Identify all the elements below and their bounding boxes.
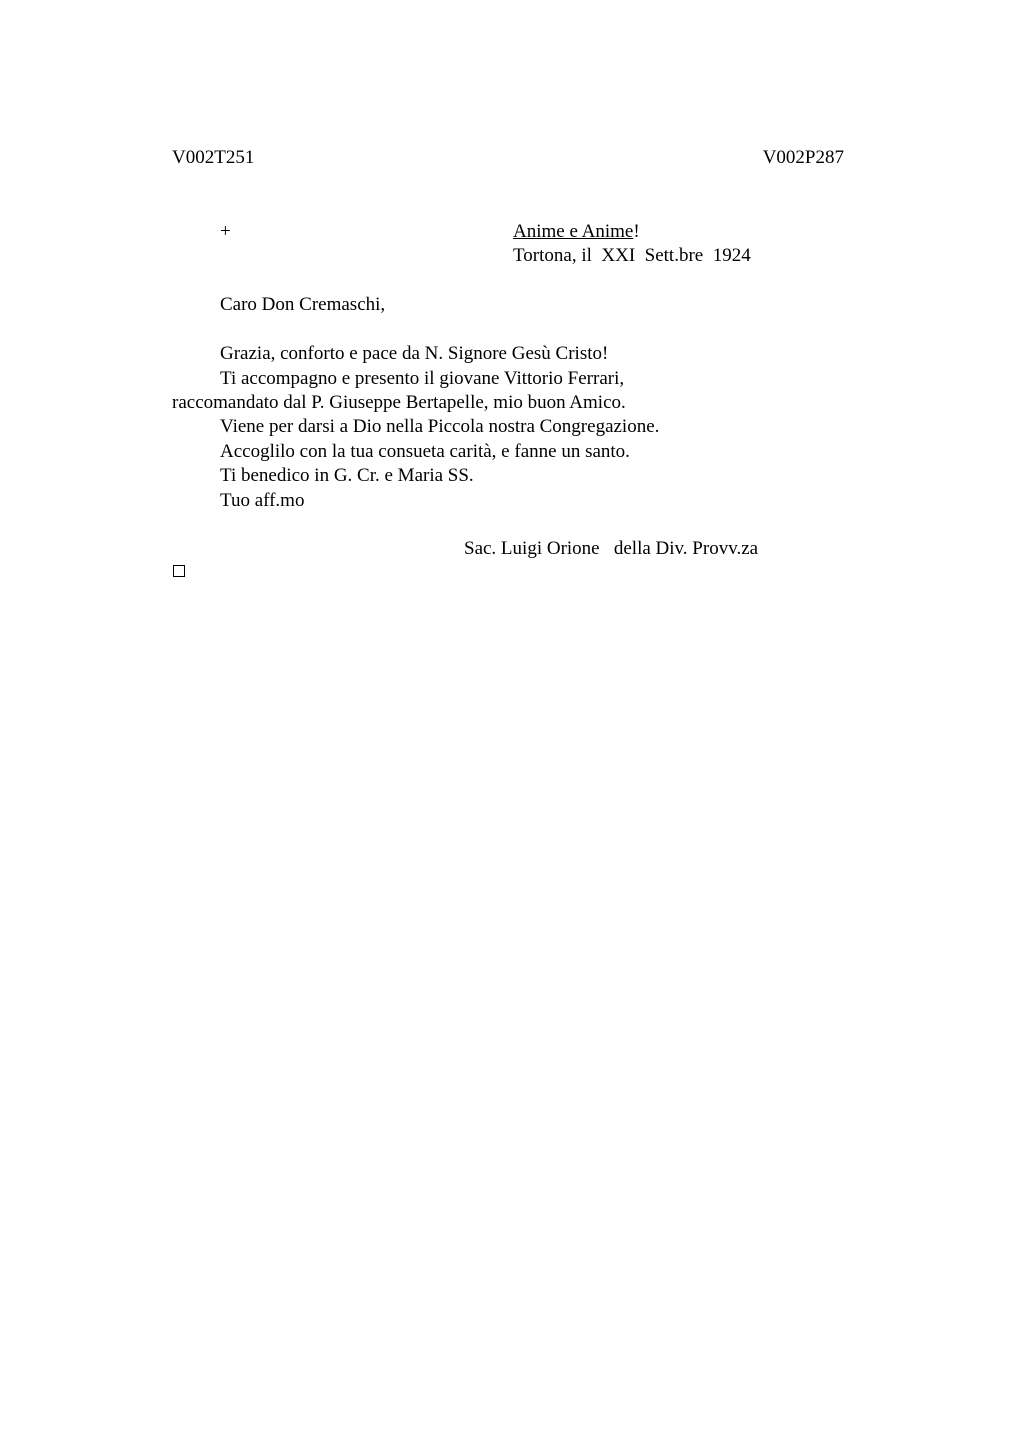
closing: Tuo aff.mo	[220, 490, 305, 511]
end-marker-box	[173, 565, 185, 577]
salutation: Caro Don Cremaschi,	[220, 294, 386, 315]
signature: Sac. Luigi Orione della Div. Provv.za	[464, 538, 759, 559]
cross-symbol: +	[220, 221, 231, 242]
dateline: Tortona, il XXI Sett.bre 1924	[513, 245, 751, 266]
body-line: Grazia, conforto e pace da N. Signore Gesù Cristo!	[220, 343, 609, 364]
document-code-right: V002P287	[762, 147, 844, 168]
motto-suffix: !	[633, 221, 640, 242]
body-line: Ti accompagno e presento il giovane Vittorio Ferrari,	[220, 368, 625, 389]
document-code-left: V002T251	[172, 147, 255, 168]
motto	[513, 220, 640, 244]
body-line: Viene per darsi a Dio nella Piccola nostra Congregazione.	[220, 416, 660, 437]
body-line: Accoglilo con la tua consueta carità, e fanne un santo.	[220, 441, 630, 462]
motto-underlined: Anime e Anime	[513, 221, 634, 242]
body-line: Ti benedico in G. Cr. e Maria SS.	[220, 465, 474, 486]
body-line: raccomandato dal P. Giuseppe Bertapelle, mio buon Amico.	[172, 392, 626, 413]
